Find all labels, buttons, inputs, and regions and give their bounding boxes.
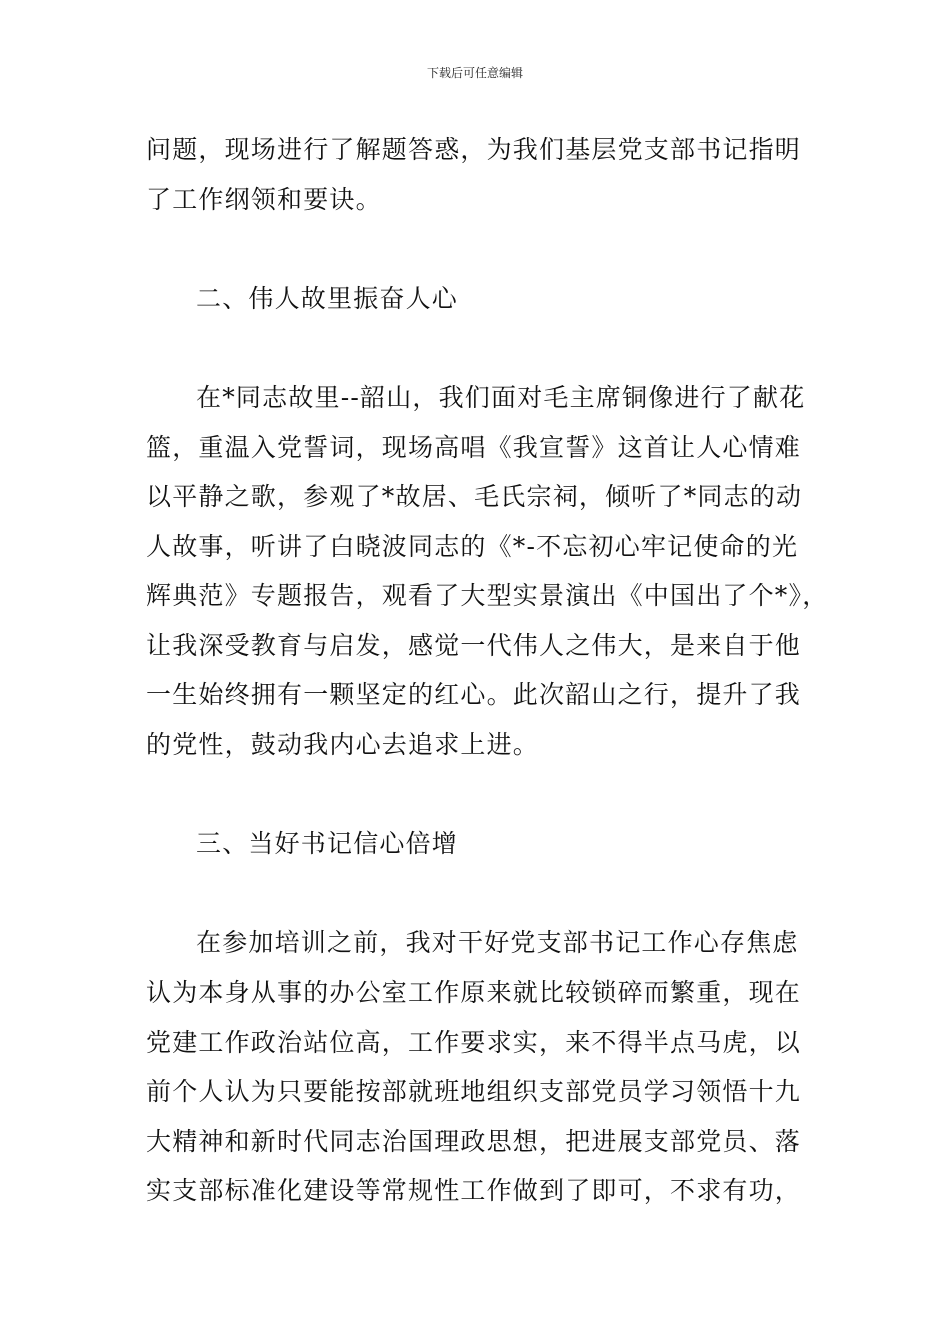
paragraph-line: 以平静之歌，参观了*故居、毛氏宗祠，倾听了*同志的动 [146,482,803,511]
paragraph-line: 让我深受教育与启发，感觉一代伟人之伟大，是来自于他 [146,631,802,660]
section-heading: 二、伟人故里振奋人心 [196,284,459,313]
paragraph-line: 认为本身从事的办公室工作原来就比较锁碎而繁重，现在 [146,978,802,1007]
paragraph-line: 实支部标准化建设等常规性工作做到了即可，不求有功， [146,1176,802,1205]
section-heading: 三、当好书记信心倍增 [196,829,459,858]
paragraph-line: 在*同志故里--韶山，我们面对毛主席铜像进行了献花 [196,383,806,412]
page-header-note: 下载后可任意编辑 [426,66,523,80]
paragraph-line: 在参加培训之前，我对干好党支部书记工作心存焦虑 [196,928,799,957]
paragraph-line: 辉典范》专题报告，观看了大型实景演出《中国出了个*》， [146,581,829,610]
paragraph-line: 一生始终拥有一颗坚定的红心。此次韶山之行，提升了我 [146,680,802,709]
paragraph-line: 大精神和新时代同志治国理政思想，把进展支部党员、落 [146,1127,802,1156]
paragraph-line: 了工作纲领和要诀。 [146,185,382,214]
paragraph-line: 党建工作政治站位高，工作要求实，来不得半点马虎，以 [146,1028,802,1057]
paragraph-line: 问题，现场进行了解题答惑，为我们基层党支部书记指明 [146,135,802,164]
paragraph-line: 人故事，听讲了白晓波同志的《*-不忘初心牢记使命的光 [146,532,799,561]
paragraph-line: 的党性，鼓动我内心去追求上进。 [146,730,540,759]
paragraph-line: 前个人认为只要能按部就班地组织支部党员学习领悟十九 [146,1077,802,1106]
paragraph-line: 篮，重温入党誓词，现场高唱《我宣誓》这首让人心情难 [146,433,802,462]
